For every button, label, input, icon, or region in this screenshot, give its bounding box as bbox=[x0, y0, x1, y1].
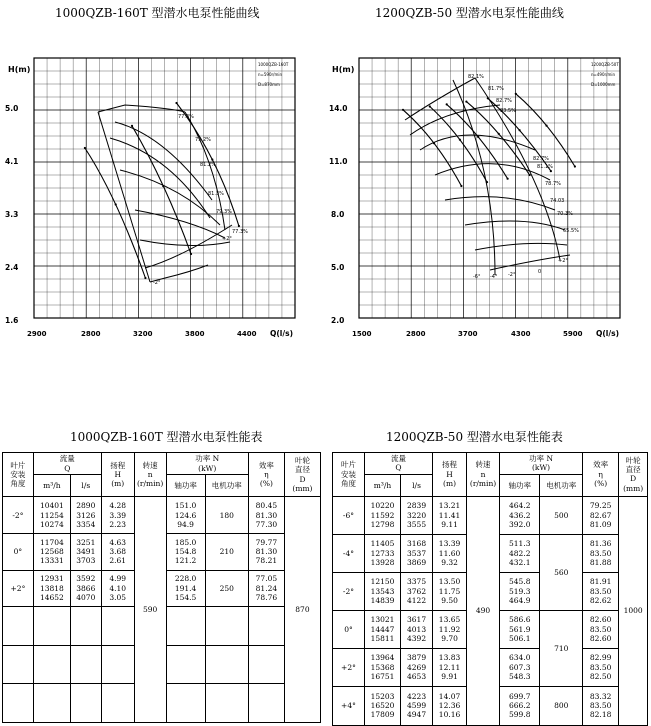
t2-h: 14.07 12.36 10.16 bbox=[433, 686, 467, 725]
chart1-eff-0: 77.3% bbox=[178, 114, 194, 120]
t2-h-dia: 叶轮 直径 D (mm) bbox=[619, 453, 648, 497]
chart1-hq-point bbox=[190, 253, 192, 255]
t2-h-m3h: m³/h bbox=[364, 474, 400, 496]
chart2-angle-2: -2° bbox=[508, 272, 516, 278]
t2-angle: -4° bbox=[333, 534, 365, 572]
chart2-angle-3: 0 bbox=[538, 269, 542, 275]
t2-angle: -2° bbox=[333, 572, 365, 610]
chart1-xtick-1: 2800 bbox=[81, 330, 101, 338]
t2-h: 13.39 11.60 9.32 bbox=[433, 534, 467, 572]
chart1-eff-5: 77.3% bbox=[232, 229, 248, 235]
chart2-legend-2: D=1000mm bbox=[591, 82, 616, 87]
t1-h-head: 扬程 H (m) bbox=[101, 453, 134, 497]
chart2-hq-point bbox=[487, 97, 489, 99]
chart2-eff-9: 65.5% bbox=[563, 228, 579, 234]
chart2-hq-point bbox=[460, 185, 462, 187]
chart2-hq-point bbox=[574, 165, 576, 167]
chart2-xtick-1: 2800 bbox=[406, 330, 426, 338]
t2-angle: +4° bbox=[333, 686, 365, 725]
chart2-angle-1: -4° bbox=[490, 274, 498, 280]
t1-h-m3h: m³/h bbox=[33, 475, 70, 497]
chart1-ytick-3: 2.4 bbox=[5, 263, 19, 272]
chart1-eff-3: 81.3% bbox=[208, 191, 224, 197]
chart2-hq-point bbox=[515, 93, 517, 95]
chart1-iso-5 bbox=[140, 240, 230, 246]
chart1-hq-point bbox=[238, 225, 240, 227]
chart2-angle-0: -6° bbox=[473, 274, 481, 280]
chart1-eff-1: 79.2% bbox=[195, 137, 211, 143]
chart2-iso-7 bbox=[475, 243, 567, 250]
chart2-iso-1 bbox=[405, 78, 475, 120]
chart2-eff-3: 83.5% bbox=[500, 108, 516, 114]
t2-eff: 83.32 83.50 82.18 bbox=[583, 686, 619, 725]
chart2-xtick-4: 5900 bbox=[563, 330, 583, 338]
chart1-ytick-4: 1.6 bbox=[5, 316, 19, 325]
t1-h: 4.28 3.39 2.23 bbox=[101, 497, 134, 534]
chart1-eff-4: 79.3% bbox=[216, 209, 232, 215]
t2-ls: 2839 3220 3555 bbox=[401, 496, 433, 534]
chart1-angle-0: -2° bbox=[153, 280, 161, 286]
t1-h-speed: 转速 n (r/min) bbox=[134, 453, 166, 497]
t1-motor: 210 bbox=[205, 534, 248, 571]
chart1-iso-3 bbox=[120, 170, 220, 225]
t1-h: 4.63 3.68 2.61 bbox=[101, 534, 134, 571]
chart2-hq-point bbox=[529, 174, 531, 176]
t2-motor: 710 bbox=[540, 610, 583, 686]
t1-ls: 2890 3126 3354 bbox=[70, 497, 101, 534]
t2-angle: 0° bbox=[333, 610, 365, 648]
chart1-legend-2: D=870mm bbox=[258, 82, 280, 87]
t2-m3h: 11405 12733 13928 bbox=[364, 534, 400, 572]
t2-ls: 3617 4013 4392 bbox=[401, 610, 433, 648]
chart2-hq-curve bbox=[430, 107, 487, 183]
chart2-ytick-4: 2.0 bbox=[331, 316, 345, 325]
t2-eff: 82.60 83.50 82.60 bbox=[583, 610, 619, 648]
t1-speed: 590 bbox=[134, 497, 166, 723]
chart2-xlabel: Q(l/s) bbox=[596, 329, 620, 338]
t1-h: 4.99 4.10 3.05 bbox=[101, 570, 134, 607]
t1-h-flow: 流量 Q bbox=[33, 453, 101, 475]
t2-h-eff: 效率 η (%) bbox=[583, 453, 619, 497]
chart2-hq-point bbox=[446, 103, 448, 105]
t1-dia: 870 bbox=[284, 497, 320, 723]
chart2-hq-point bbox=[459, 139, 461, 141]
chart2-ytick-3: 5.0 bbox=[331, 263, 345, 272]
t1-m3h: 10401 11254 10274 bbox=[33, 497, 70, 534]
t1-shaft: 151.0 124.6 94.9 bbox=[166, 497, 205, 534]
chart2-hq-point bbox=[519, 129, 521, 131]
t2-h: 13.65 11.92 9.70 bbox=[433, 610, 467, 648]
chart2-ylabel: H(m) bbox=[332, 65, 355, 74]
chart2-hq-point bbox=[550, 170, 552, 172]
chart1-hq-curve bbox=[132, 126, 191, 254]
t1-angle: -2° bbox=[3, 497, 34, 534]
chart1-ytick-2: 3.3 bbox=[5, 210, 19, 219]
table2-title: 1200QZB-50 型潜水电泵性能表 bbox=[386, 430, 563, 444]
chart1-ylabel: H(m) bbox=[8, 65, 31, 74]
chart2-hq-point bbox=[477, 136, 479, 138]
t1-m3h: 11704 12568 13331 bbox=[33, 534, 70, 571]
t2-shaft: 545.8 519.3 464.9 bbox=[500, 572, 540, 610]
chart1-angle-1: +2° bbox=[222, 236, 232, 242]
t2-motor: 560 bbox=[540, 534, 583, 610]
t2-h-shaft: 轴功率 bbox=[500, 474, 540, 496]
chart1-xtick-4: 4400 bbox=[237, 330, 257, 338]
chart1-xtick-0: 2900 bbox=[27, 330, 47, 338]
t2-angle: +2° bbox=[333, 648, 365, 686]
chart1-boundary-top bbox=[98, 105, 185, 112]
chart1 bbox=[0, 50, 325, 350]
t1-h-dia: 叶轮 直径 D (mm) bbox=[284, 453, 320, 497]
t2-shaft: 464.2 436.2 392.0 bbox=[500, 496, 540, 534]
chart2-xtick-0: 1500 bbox=[352, 330, 372, 338]
t1-angle: +2° bbox=[3, 570, 34, 607]
chart2-series bbox=[402, 93, 576, 187]
chart1-hq-point bbox=[131, 125, 133, 127]
t2-ls: 4223 4599 4947 bbox=[401, 686, 433, 725]
table1 bbox=[2, 452, 321, 723]
t2-m3h: 15203 16520 17809 bbox=[364, 686, 400, 725]
chart2-ytick-1: 11.0 bbox=[329, 157, 348, 166]
chart1-xtick-3: 3800 bbox=[185, 330, 205, 338]
t2-m3h: 13021 14447 15811 bbox=[364, 610, 400, 648]
t2-h-flow: 流量 Q bbox=[364, 453, 432, 475]
t2-eff: 79.25 82.67 81.09 bbox=[583, 496, 619, 534]
chart2-eff-2: 82.7% bbox=[496, 98, 512, 104]
chart1-legend-1: n=590r/min bbox=[258, 72, 283, 77]
t2-ls: 3879 4269 4653 bbox=[401, 648, 433, 686]
chart2-legend-0: 1200QZB-50T bbox=[591, 62, 619, 67]
t1-ls: 3592 3866 4070 bbox=[70, 570, 101, 607]
t2-eff: 81.36 83.50 81.88 bbox=[583, 534, 619, 572]
t1-h-ls: l/s bbox=[70, 475, 101, 497]
t2-h-power: 功率 N (kW) bbox=[500, 453, 583, 475]
t1-h-eff: 效率 η (%) bbox=[248, 453, 284, 497]
table2 bbox=[332, 452, 648, 726]
t2-row-0 bbox=[333, 496, 648, 534]
chart1-eff-2: 81.2% bbox=[200, 162, 216, 168]
t1-row-0 bbox=[3, 497, 321, 534]
t2-angle: -6° bbox=[333, 496, 365, 534]
t1-h-shaft: 轴功率 bbox=[166, 475, 205, 497]
chart2-hq-curve bbox=[403, 110, 461, 186]
t1-h-power: 功率 N (kW) bbox=[166, 453, 248, 475]
t2-dia: 1000 bbox=[619, 496, 648, 725]
chart2-hq-point bbox=[402, 109, 404, 111]
chart2-hq-point bbox=[465, 101, 467, 103]
t2-motor: 500 bbox=[540, 496, 583, 534]
chart2-eff-7: 74.03 bbox=[550, 198, 565, 204]
chart1-xlabel: Q(l/s) bbox=[270, 329, 294, 338]
t1-angle: 0° bbox=[3, 534, 34, 571]
t1-eff: 80.45 81.30 77.30 bbox=[248, 497, 284, 534]
t1-shaft: 185.0 154.8 121.2 bbox=[166, 534, 205, 571]
chart1-ytick-1: 4.1 bbox=[5, 157, 19, 166]
t2-motor: 800 bbox=[540, 686, 583, 725]
chart1-xtick-2: 3200 bbox=[133, 330, 153, 338]
chart1-hq-point bbox=[144, 277, 146, 279]
chart2-hq-point bbox=[433, 142, 435, 144]
chart2-hq-point bbox=[429, 105, 431, 107]
chart2-eff-6: 78.7% bbox=[545, 181, 561, 187]
chart2-xtick-3: 4300 bbox=[511, 330, 531, 338]
t2-eff: 81.91 83.50 82.62 bbox=[583, 572, 619, 610]
t2-m3h: 13964 15368 16751 bbox=[364, 648, 400, 686]
t2-eff: 82.99 83.50 82.50 bbox=[583, 648, 619, 686]
chart2-iso-5 bbox=[445, 197, 555, 210]
t2-h-ls: l/s bbox=[401, 474, 433, 496]
chart2-eff-4: 82.7% bbox=[533, 156, 549, 162]
t2-h: 13.50 11.75 9.50 bbox=[433, 572, 467, 610]
chart2-eff-8: 70.3% bbox=[557, 211, 573, 217]
chart2-hq-point bbox=[498, 133, 500, 135]
t1-motor: 180 bbox=[205, 497, 248, 534]
t2-m3h: 12150 13543 14839 bbox=[364, 572, 400, 610]
t2-h-head: 扬程 H (m) bbox=[433, 453, 467, 497]
chart1-hq-point bbox=[162, 185, 164, 187]
t2-ls: 3375 3762 4122 bbox=[401, 572, 433, 610]
chart2-eff-5: 81.1% bbox=[537, 164, 553, 170]
chart2-eff-1: 81.7% bbox=[488, 86, 504, 92]
chart2 bbox=[325, 50, 651, 350]
chart2-title: 1200QZB-50 型潜水电泵性能曲线 bbox=[375, 6, 564, 20]
t2-m3h: 10220 11592 12798 bbox=[364, 496, 400, 534]
t2-ls: 3168 3537 3869 bbox=[401, 534, 433, 572]
chart2-xtick-2: 3700 bbox=[458, 330, 478, 338]
chart2-eff-0: 82.1% bbox=[468, 74, 484, 80]
t2-h: 13.21 11.41 9.11 bbox=[433, 496, 467, 534]
t2-h: 13.83 12.11 9.91 bbox=[433, 648, 467, 686]
t2-h-angle: 叶片 安装 角度 bbox=[333, 453, 365, 497]
chart1-ytick-0: 5.0 bbox=[5, 104, 19, 113]
chart2-ytick-2: 8.0 bbox=[331, 210, 345, 219]
chart1-boundary-left bbox=[98, 112, 150, 282]
chart2-legend-1: n=490r/min bbox=[591, 72, 616, 77]
chart2-hq-point bbox=[507, 178, 509, 180]
table1-title: 1000QZB-160T 型潜水电泵性能表 bbox=[70, 430, 263, 444]
chart2-ytick-0: 14.0 bbox=[329, 104, 348, 113]
t1-shaft: 228.0 191.4 154.5 bbox=[166, 570, 205, 607]
chart1-hq-point bbox=[84, 147, 86, 149]
t2-shaft: 699.7 666.2 599.8 bbox=[500, 686, 540, 725]
t1-eff: 79.77 81.30 78.21 bbox=[248, 534, 284, 571]
t2-speed: 490 bbox=[467, 496, 500, 725]
chart2-angle-4: +2° bbox=[558, 258, 568, 264]
chart1-legend-0: 1000QZB-160T bbox=[258, 62, 289, 67]
chart2-blade-left bbox=[453, 80, 495, 275]
t1-h-motor: 电机功率 bbox=[205, 475, 248, 497]
t1-m3h: 12931 13818 14652 bbox=[33, 570, 70, 607]
t1-eff: 77.05 81.24 78.76 bbox=[248, 570, 284, 607]
t1-h-angle: 叶片 安装 角度 bbox=[3, 453, 34, 497]
chart1-hq-point bbox=[115, 203, 117, 205]
chart2-hq-point bbox=[545, 125, 547, 127]
t2-h-motor: 电机功率 bbox=[540, 474, 583, 496]
t2-shaft: 586.6 561.9 506.1 bbox=[500, 610, 540, 648]
t1-ls: 3251 3491 3703 bbox=[70, 534, 101, 571]
chart2-hq-point bbox=[486, 181, 488, 183]
chart1-hq-point bbox=[175, 102, 177, 104]
t1-motor: 250 bbox=[205, 570, 248, 607]
chart1-title: 1000QZB-160T 型潜水电泵性能曲线 bbox=[55, 6, 260, 20]
t2-h-speed: 转速 n (r/min) bbox=[467, 453, 500, 497]
t2-shaft: 634.0 607.3 548.3 bbox=[500, 648, 540, 686]
chart1-hq-point bbox=[211, 158, 213, 160]
t2-shaft: 511.3 482.2 432.1 bbox=[500, 534, 540, 572]
